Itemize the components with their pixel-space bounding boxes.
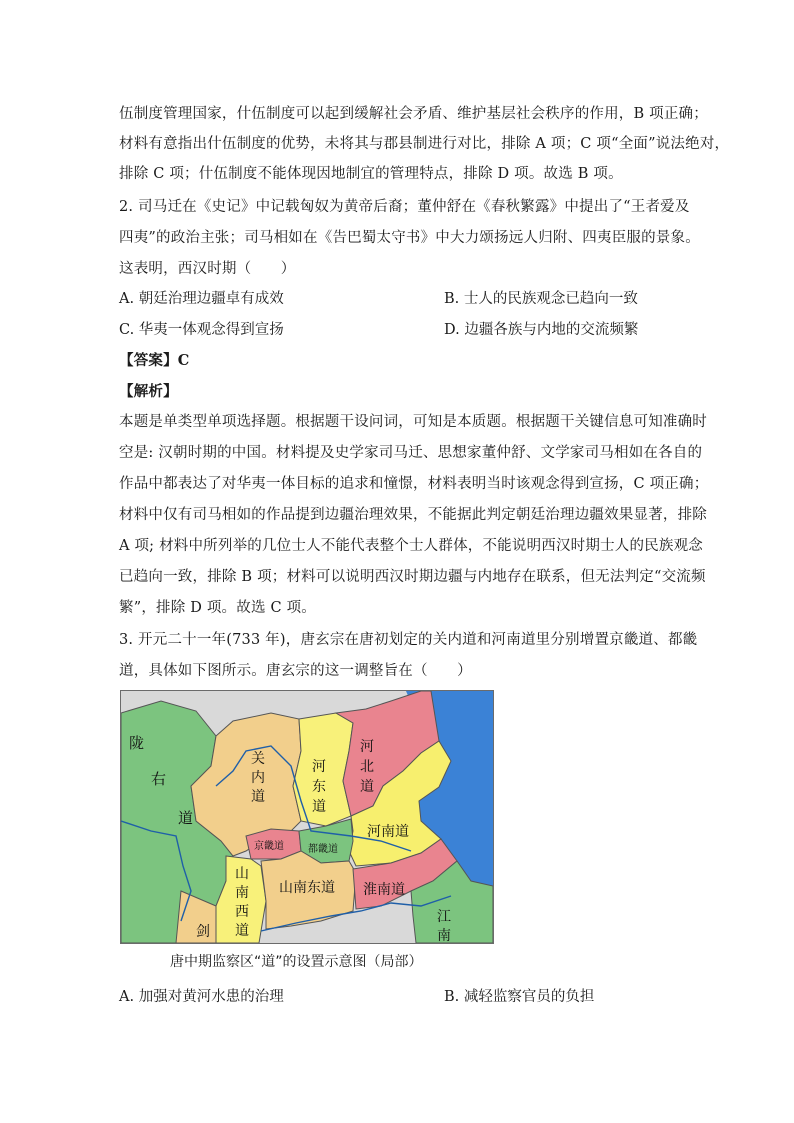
question-3-option-a: A. 加强对黄河水患的治理 — [119, 989, 284, 1005]
map-label-hebei: 道 — [360, 779, 374, 795]
map-label-hedong: 道 — [312, 799, 326, 815]
question-3-stem-line: 道，具体如下图所示。唐玄宗的这一调整旨在（ ） — [119, 663, 472, 679]
analysis-line: 繁”，排除 D 项。故选 C 项。 — [119, 600, 316, 616]
map-label-huainan: 淮南道 — [363, 882, 405, 898]
analysis-line: 作品中都表达了对华夷一体目标的追求和憧憬，材料表明当时该观念得到宣扬，C 项正确； — [119, 476, 709, 492]
paragraph-line: 伍制度管理国家，什伍制度可以起到缓解社会矛盾、维护基层社会秩序的作用，B 项正确； — [119, 106, 708, 122]
map-label-jingji: 京畿道 — [254, 841, 284, 852]
question-2-option-a: A. 朝廷治理边疆卓有成效 — [119, 291, 284, 307]
question-2-stem-line: 2. 司马迁在《史记》中记载匈奴为黄帝后裔；董仲舒在《春秋繁露》中提出了“王者爱及 — [119, 199, 690, 215]
question-2-option-c: C. 华夷一体观念得到宣扬 — [119, 322, 284, 338]
map-label-longyou: 道 — [178, 809, 194, 827]
map-label-guannei: 道 — [251, 789, 265, 805]
question-3-option-b: B. 减轻监察官员的负担 — [444, 989, 595, 1005]
analysis-title: 【解析】 — [119, 383, 178, 400]
analysis-line: 已趋向一致，排除 B 项；材料可以说明西汉时期边疆与内地存在联系，但无法判定“交流频 — [119, 569, 706, 585]
map-label-jiangnan: 江 — [437, 909, 451, 925]
map-label-hedong: 河 — [312, 759, 326, 775]
map-label-hebei: 北 — [360, 759, 374, 775]
map-label-shannandong: 山南东道 — [279, 880, 335, 896]
map-label-duji: 都畿道 — [308, 844, 338, 855]
map-label-henan: 河南道 — [367, 824, 409, 840]
map-label-hedong: 东 — [312, 779, 326, 795]
map-label-longyou: 陇 — [129, 734, 145, 752]
paragraph-line: 排除 C 项；什伍制度不能体现因地制宜的管理特点，排除 D 项。故选 B 项。 — [119, 166, 623, 182]
question-2-option-b: B. 士人的民族观念已趋向一致 — [444, 291, 638, 307]
question-2-stem-line: 四夷”的政治主张；司马相如在《告巴蜀太守书》中大力颂扬远人归附、四夷臣服的景象。 — [119, 230, 700, 246]
map-label-guannei: 关 — [251, 751, 265, 767]
map-label-shannanxi: 西 — [235, 904, 249, 920]
map-label-shannanxi: 道 — [235, 923, 249, 939]
map-label-jiangnan: 南 — [437, 928, 451, 943]
question-2-option-d: D. 边疆各族与内地的交流频繁 — [444, 322, 639, 338]
analysis-line: 空是: 汉朝时期的中国。材料提及史学家司马迁、思想家董仲舒、文学家司马相如在各自的 — [119, 445, 703, 461]
paragraph-line: 材料有意指出什伍制度的优势，未将其与郡县制进行对比，排除 A 项；C 项“全面”说法绝对， — [119, 136, 730, 152]
map-caption: 唐中期监察区“道”的设置示意图（局部） — [170, 954, 423, 970]
analysis-line: 本题是单类型单项选择题。根据题干设问词，可知是本质题。根据题干关键信息可知准确时 — [119, 414, 707, 430]
tang-circuits-map — [120, 690, 494, 944]
answer-label: 【答案】C — [119, 352, 190, 369]
map-label-shannanxi: 山 — [235, 866, 249, 882]
question-3-stem-line: 3. 开元二十一年(733 年)，唐玄宗在唐初划定的关内道和河南道里分别增置京畿道、都畿 — [119, 632, 698, 648]
map-label-jiannan: 剑 — [196, 924, 210, 940]
analysis-line: A 项; 材料中所列举的几位士人不能代表整个士人群体，不能说明西汉时期士人的民族观念 — [119, 538, 703, 554]
analysis-line: 材料中仅有司马相如的作品提到边疆治理效果，不能据此判定朝廷治理边疆效果显著，排除 — [119, 507, 707, 523]
map-label-longyou: 右 — [151, 770, 167, 788]
question-2-stem-line: 这表明，西汉时期（ ） — [119, 261, 296, 277]
map-label-hebei: 河 — [360, 739, 374, 755]
map-label-shannanxi: 南 — [235, 885, 249, 901]
map-label-guannei: 内 — [251, 770, 265, 786]
